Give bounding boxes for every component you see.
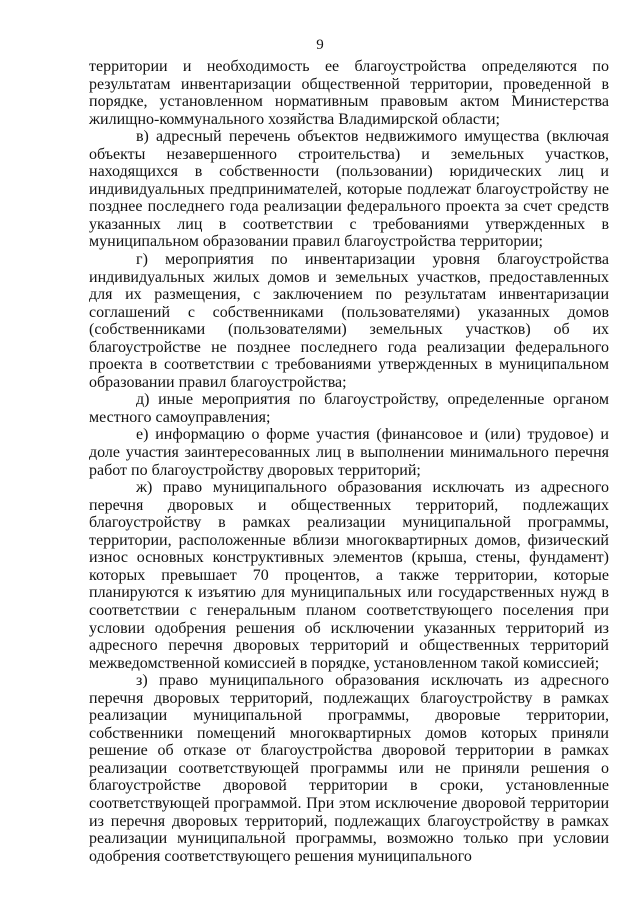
paragraph-item-zh: ж) право муниципального образования исключать из адресного перечня дворовых и общественных территорий, подлежащих благоустройству в рамках реализации муниципальной программы, территории, расположенные вблизи многоквартирных домов, физический износ основных конструктивных элементов (крыша, стены, фундамент) которых превышает 70 процентов, а также территории, которые планируются к изъятию для муниципальных или государственных нужд в соответствии с генеральным планом соответствующего поселения при условии одобрения решения об исключении указанных территорий из адресного перечня дворовых территорий и общественных территорий межведомственной комиссией в порядке, установленном такой комиссией; <box>89 479 609 672</box>
paragraph-item-e: е) информацию о форме участия (финансовое и (или) трудовое) и доле участия заинтересованных лиц в выполнении минимального перечня работ по благоустройству дворовых территорий; <box>89 426 609 479</box>
paragraph-item-z: з) право муниципального образования исключать из адресного перечня дворовых территорий, подлежащих благоустройству в рамках реализации муниципальной программы, дворовые территории, собственники помещений многоквартирных домов которых приняли решение об отказе от благоустройства дворовой территории в рамках реализации соответствующей программы или не приняли решения о благоустройстве дворовой территории в сроки, установленные соответствующей программой. При этом исключение дворовой территории из перечня дворовых территорий, подлежащих благоустройству в рамках реализации муниципальной программы, возможно только при условии одобрения соответствующего решения муниципального <box>89 672 609 865</box>
document-body <box>89 58 609 865</box>
paragraph-item-d: д) иные мероприятия по благоустройству, определенные органом местного самоуправления; <box>89 391 609 426</box>
paragraph-item-v: в) адресный перечень объектов недвижимого имущества (включая объекты незавершенного строительства) и земельных участков, находящихся в собственности (пользовании) юридических лиц и индивидуальных предпринимателей, которые подлежат благоустройству не позднее последнего года реализации федерального проекта за счет средств указанных лиц в соответствии с требованиями утвержденных в муниципальном образовании правил благоустройства территории; <box>89 128 609 251</box>
paragraph-continuation: территории и необходимость ее благоустройства определяются по результатам инвентаризации общественной территории, проведенной в порядке, установленном нормативным правовым актом Министерства жилищно-коммунального хозяйства Владимирской области; <box>89 58 609 128</box>
page-number: 9 <box>316 37 324 53</box>
paragraph-item-g: г) мероприятия по инвентаризации уровня благоустройства индивидуальных жилых домов и земельных участков, предоставленных для их размещения, с заключением по результатам инвентаризации соглашений с собственниками (пользователями) указанных домов (собственниками (пользователями) земельных участков) об их благоустройстве не позднее последнего года реализации федерального проекта в соответствии с требованиями утвержденных в муниципальном образовании правил благоустройства; <box>89 251 609 391</box>
